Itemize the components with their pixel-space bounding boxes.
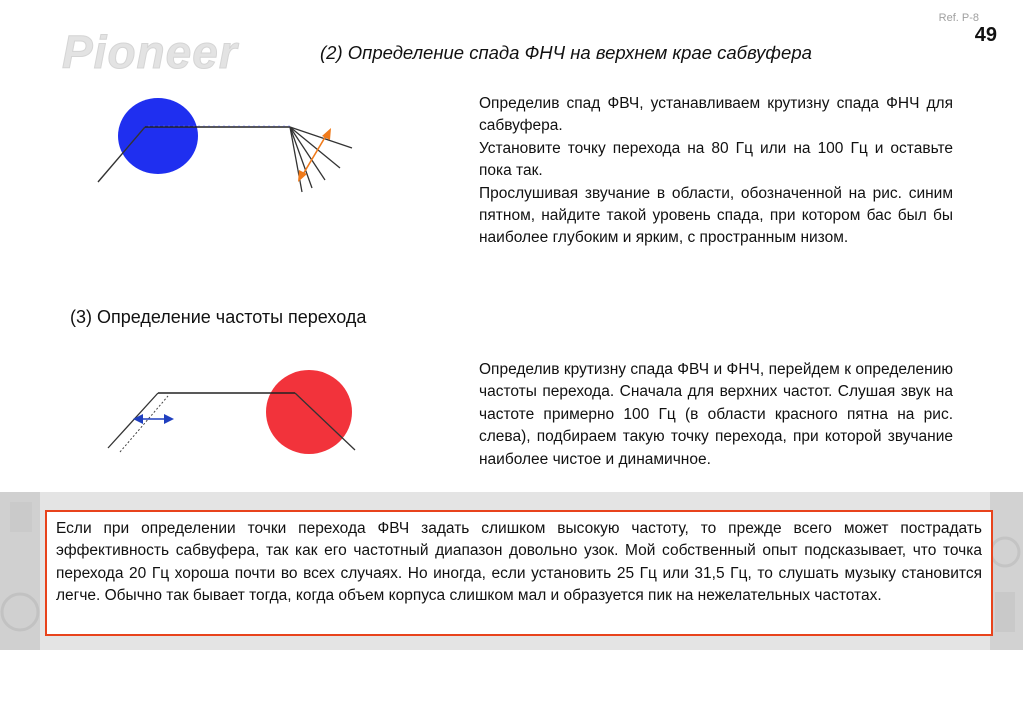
- reference-label: Ref. P-8: [938, 12, 979, 24]
- section2-paragraph-3: Прослушивая звучание в области, обозначенной на рис. синим пятном, найдите такой уровень спада, при котором бас был бы наиболее глубоким и ярким, с пространным низом.: [479, 184, 953, 247]
- section2-title: (2) Определение спада ФНЧ на верхнем крае сабвуфера: [320, 42, 812, 63]
- section3-title: (3) Определение частоты перехода: [70, 307, 367, 327]
- section3-paragraph: Определив крутизну спада ФВЧ и ФНЧ, перейдем к определению частоты перехода. Сначала для верхних частот. Слушая звук на частоте примерно 100 Гц (в области красного пятна на рис. слева), подбираем такую точку перехода, при которой звучание наиболее чистое и динамичное.: [479, 361, 953, 468]
- section2-text: [479, 93, 953, 250]
- lpf-slope-diagram: [90, 92, 365, 202]
- pioneer-logo: [62, 28, 322, 78]
- section2-paragraph: Определив спад ФВЧ, устанавливаем крутизну спада ФНЧ для сабвуфера.: [479, 95, 953, 135]
- note-text: Если при определении точки перехода ФВЧ задать слишком высокую частоту, то прежде всего может пострадать эффективность сабвуфера, так как его частотный диапазон довольно узок. Мой собственный опыт подсказывает, что точка перехода 20 Гц хороша почти во всех случаях. Но иногда, если установить 25 Гц или 31,5 Гц, то слушать музыку становится легче. Обычно так бывает тогда, когда объем корпуса слишком мал и образуется пик на нежелательных частотах.: [56, 520, 982, 605]
- svg-text:Pioneer: Pioneer: [62, 28, 238, 78]
- section2-paragraph-2: Установите точку перехода на 80 Гц или на 100 Гц и оставьте пока так.: [479, 139, 953, 180]
- section3-text: [479, 359, 953, 471]
- page-number: 49: [974, 24, 997, 46]
- crossover-frequency-diagram: [100, 362, 370, 462]
- red-spot: [266, 370, 352, 454]
- note-box: [45, 510, 993, 636]
- blue-spot: [118, 98, 198, 174]
